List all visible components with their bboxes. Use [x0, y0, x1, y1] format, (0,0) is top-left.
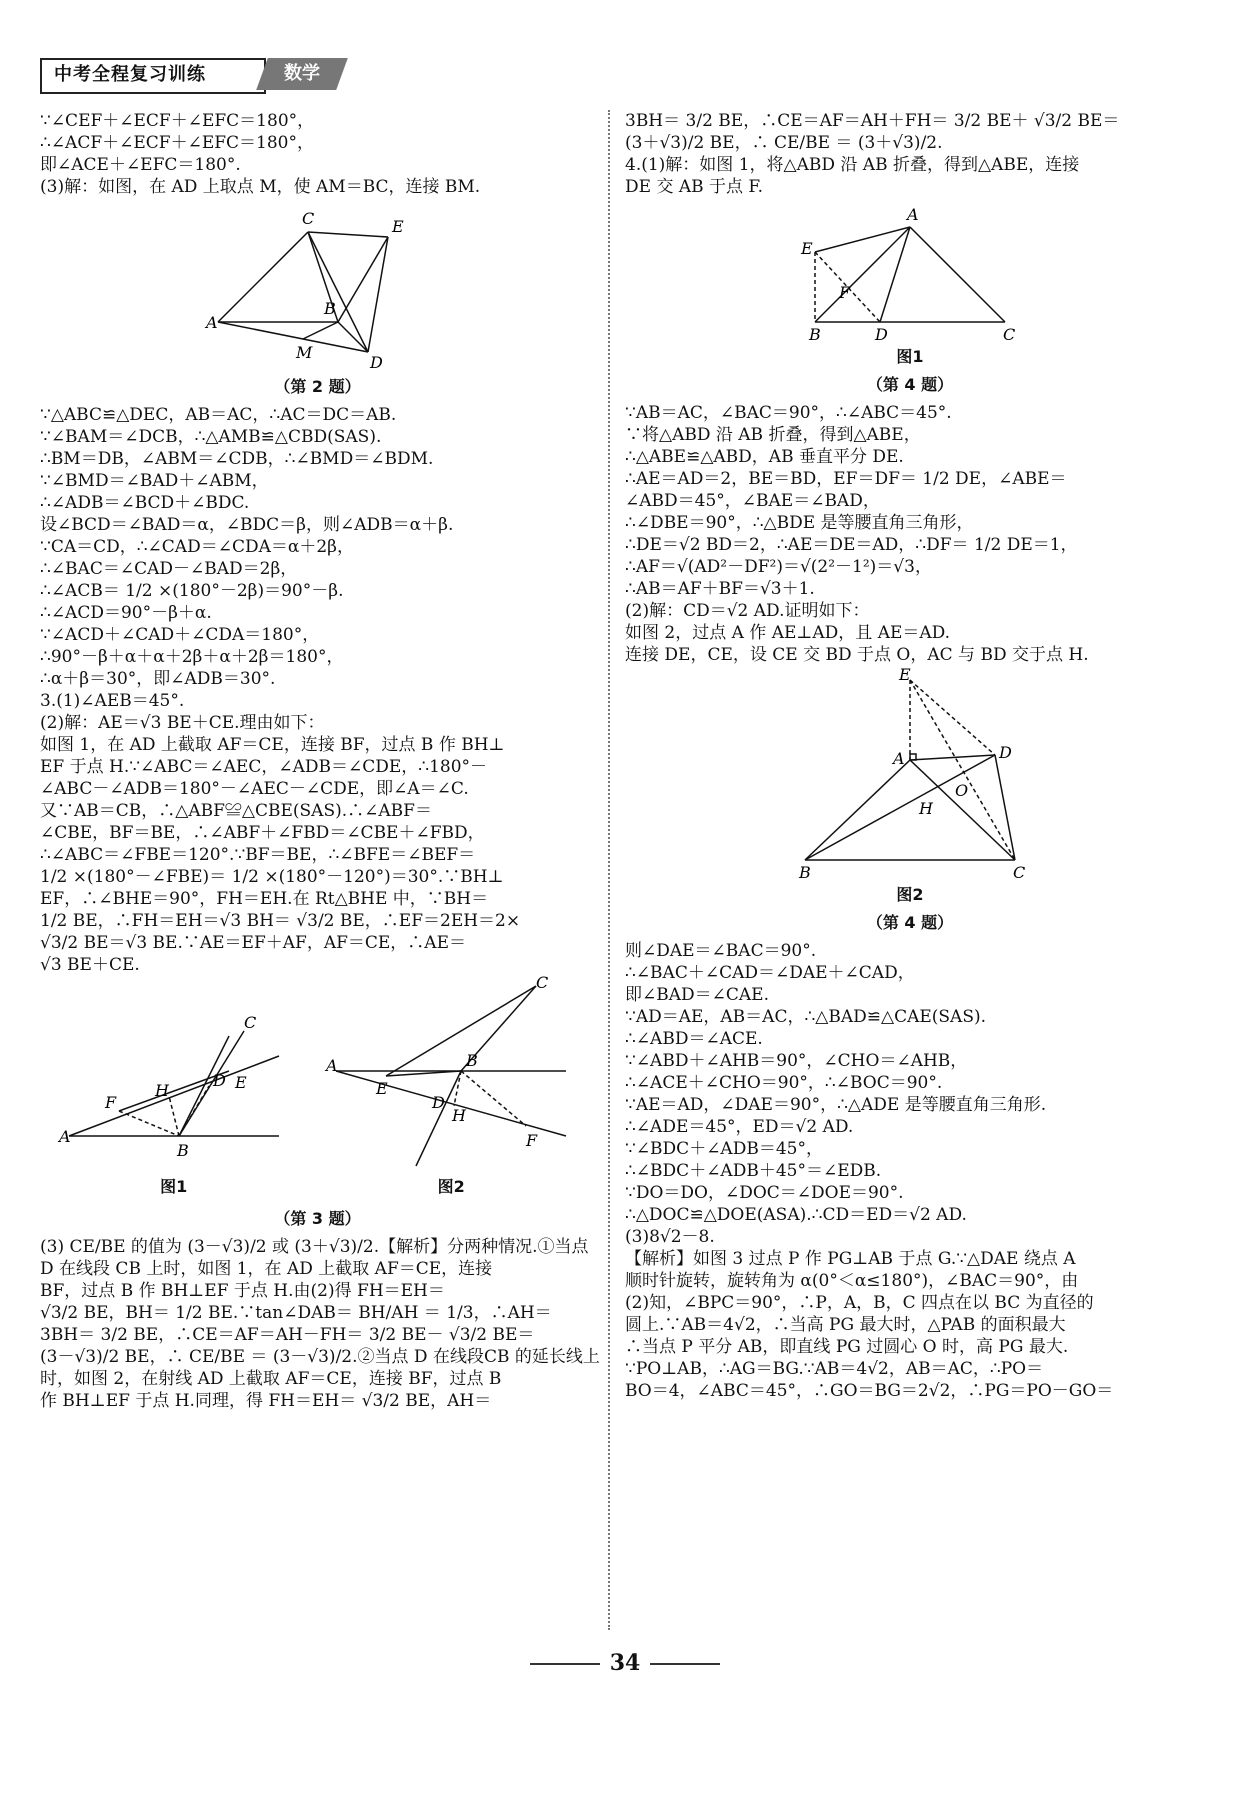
text-line: BO＝4，∠ABC＝45°，∴GO＝BG＝2√2，∴PG＝PO－GO＝	[625, 1381, 1114, 1401]
text-line: 则∠DAE＝∠BAC＝90°.	[625, 941, 817, 961]
text-line: ∵AB＝AC，∠BAC＝90°，∴∠ABC＝45°.	[625, 403, 952, 423]
text-line: ∴∠ACF＋∠ECF＋∠EFC＝180°，	[40, 133, 315, 153]
right-column	[625, 110, 1195, 1402]
text-line: ∴△DOC≌△DOE(ASA).∴CD＝ED＝√2 AD.	[625, 1205, 967, 1225]
text-line: ∴∠ADB＝∠BCD＋∠BDC.	[40, 493, 250, 513]
text-line: 3BH＝ 3/2 BE，∴CE＝AF＝AH＋FH＝ 3/2 BE＋ √3/2 BE＝	[625, 111, 1120, 131]
label-A: A	[907, 205, 919, 224]
text-line: 圆上.∵AB＝4√2，∴当高 PG 最大时，△PAB 的面积最大	[625, 1315, 1066, 1335]
text-line: DE 交 AB 于点 F.	[625, 177, 763, 197]
text-line: (3) CE/BE 的值为 (3－√3)/2 或 (3＋√3)/2.【解析】分两种情况.①当点	[40, 1237, 589, 1257]
label-E: E	[899, 665, 911, 684]
label-B: B	[809, 325, 821, 344]
text-line: BF，过点 B 作 BH⊥EF 于点 H.由(2)得 FH＝EH＝	[40, 1281, 445, 1301]
page-number: 34	[0, 1650, 1250, 1676]
figure-problem-2	[205, 202, 428, 372]
label-E: E	[234, 1073, 247, 1092]
figure-caption: （第 2 题）	[274, 377, 361, 396]
left-column	[40, 110, 600, 1412]
text-line: EF 于点 H.∵∠ABC＝∠AEC，∠ADB＝∠CDE，∴180°－	[40, 757, 488, 777]
label-A: A	[58, 1127, 71, 1146]
text-line: ∴∠BAC＝∠CAD－∠BAD＝2β，	[40, 559, 298, 579]
text-line: 1/2 BE，∴FH＝EH＝√3 BH＝ √3/2 BE，∴EF＝2EH＝2×	[40, 911, 521, 931]
text-line: ∴∠ABD＝∠ACE.	[625, 1029, 763, 1049]
label-D: D	[999, 743, 1012, 762]
text-line: ∴△ABE≌△ABD，AB 垂直平分 DE.	[625, 447, 904, 467]
label-H: H	[452, 1106, 467, 1125]
label-A: A	[205, 313, 218, 332]
text-line: ∴90°－β＋α＋α＋2β＋α＋2β＝180°，	[40, 647, 344, 667]
text-line: ∴∠ADE＝45°，ED＝√2 AD.	[625, 1117, 854, 1137]
text-line: EF，∴∠BHE＝90°，FH＝EH.在 Rt△BHE 中，∵BH＝	[40, 889, 489, 909]
text-line: ∴∠ACB＝ 1/2 ×(180°－2β)＝90°－β.	[40, 581, 344, 601]
text-line: ∴AF＝√(AD²－DF²)＝√(2²－1²)＝√3，	[625, 557, 932, 577]
solution-3-continued	[625, 110, 1195, 198]
figure-3-2	[326, 973, 576, 1204]
text-line: ∠ABC－∠ADB＝180°－∠AEC－∠CDE，即∠A＝∠C.	[40, 779, 469, 799]
text-line: (3)解：如图，在 AD 上取点 M，使 AM＝BC，连接 BM.	[40, 177, 481, 197]
text-line: ∵CA＝CD，∴∠CAD＝∠CDA＝α＋2β，	[40, 537, 354, 557]
solution-4-part-2-3	[625, 940, 1195, 1402]
text-line: 即∠ACE＋∠EFC＝180°.	[40, 155, 241, 175]
label-O: O	[955, 781, 969, 800]
text-line: (2)解：AE＝√3 BE＋CE.理由如下：	[40, 713, 325, 733]
label-A: A	[326, 1056, 338, 1075]
text-line: ∵将△ABD 沿 AB 折叠，得到△ABE，	[625, 425, 921, 445]
solution-3-part-3	[40, 1236, 600, 1412]
text-line: ∠CBE，BF＝BE，∴∠ABF＋∠FBD＝∠CBE＋∠FBD，	[40, 823, 485, 843]
text-line: 顺时针旋转，旋转角为 α(0°＜α≤180°)，∠BAC＝90°，由	[625, 1271, 1079, 1291]
text-line: ∵∠CEF＋∠ECF＋∠EFC＝180°，	[40, 111, 315, 131]
text-line: 即∠BAD＝∠CAE.	[625, 985, 769, 1005]
text-line: 时，如图 2，在射线 AD 上截取 AF＝CE，连接 BF，过点 B	[40, 1369, 502, 1389]
label-F: F	[839, 283, 851, 302]
ornament-left	[530, 1663, 600, 1665]
label-C: C	[301, 209, 314, 228]
text-line: ∵∠ACD＋∠CAD＋∠CDA＝180°，	[40, 625, 320, 645]
figure-caption: （第 4 题）	[866, 375, 954, 394]
label-D: D	[875, 325, 888, 344]
figure-sub-caption: 图1	[896, 347, 924, 366]
text-line: 【解析】如图 3 过点 P 作 PG⊥AB 于点 G.∵△DAE 绕点 A	[625, 1249, 1076, 1269]
text-line: ∵∠BAM＝∠DCB，∴△AMB≌△CBD(SAS).	[40, 427, 382, 447]
label-F: F	[526, 1131, 538, 1150]
solution-2-part-1	[40, 110, 595, 198]
label-B: B	[323, 299, 336, 318]
text-line: D 在线段 CB 上时，如图 1，在 AD 上截取 AF＝CE，连接	[40, 1259, 493, 1279]
text-line: ∴∠BAC＋∠CAD＝∠DAE＋∠CAD，	[625, 963, 915, 983]
book-title: 中考全程复习训练	[40, 58, 266, 94]
label-C: C	[1013, 863, 1026, 882]
label-D: D	[432, 1093, 446, 1112]
label-C: C	[1003, 325, 1016, 344]
label-H: H	[154, 1081, 169, 1100]
text-line: 设∠BCD＝∠BAD＝α，∠BDC＝β，则∠ADB＝α＋β.	[40, 515, 454, 535]
text-line: √3/2 BE＝√3 BE.∵AE＝EF＋AF，AF＝CE，∴AE＝	[40, 933, 466, 953]
text-line: (3＋√3)/2 BE，∴ CE/BE ＝ (3＋√3)/2.	[625, 133, 943, 153]
label-M: M	[295, 343, 312, 362]
label-E: E	[391, 217, 404, 236]
text-line: ∵∠BDC＋∠ADB＝45°，	[625, 1139, 823, 1159]
text-line: (3－√3)/2 BE，∴ CE/BE ＝ (3－√3)/2.②当点 D 在线段CB 的延长线上	[40, 1347, 600, 1367]
label-F: F	[104, 1093, 116, 1112]
figure-caption: （第 3 题）	[274, 1209, 361, 1228]
label-B: B	[176, 1141, 189, 1160]
text-line: ∵DO＝DO，∠DOC＝∠DOE＝90°.	[625, 1183, 904, 1203]
text-line: ∴∠BDC＋∠ADB＋45°＝∠EDB.	[625, 1161, 882, 1181]
text-line: ∵∠ABD＋∠AHB＝90°，∠CHO＝∠AHB，	[625, 1051, 968, 1071]
text-line: (2)解：CD＝√2 AD.证明如下：	[625, 601, 870, 621]
text-line: √3/2 BE，BH＝ 1/2 BE.∵tan∠DAB＝ BH/AH ＝ 1/3，∴AH＝	[40, 1303, 552, 1323]
solution-4-part-1-2	[625, 402, 1195, 666]
label-D: D	[212, 1071, 226, 1090]
text-line: ∴α＋β＝30°，即∠ADB＝30°.	[40, 669, 276, 689]
column-divider	[608, 110, 610, 1630]
label-D: D	[369, 353, 383, 372]
text-line: 连接 DE，CE，设 CE 交 BD 于点 O，AC 与 BD 交于点 H.	[625, 645, 1089, 665]
label-C: C	[243, 1013, 256, 1032]
text-line: ∵∠BMD＝∠BAD＋∠ABM，	[40, 471, 269, 491]
figure-sub-caption: 图2	[437, 1177, 465, 1196]
text-line: ∠ABD＝45°，∠BAE＝∠BAD，	[625, 491, 880, 511]
text-line: ∴DE＝√2 BD＝2，∴AE＝DE＝AD，∴DF＝ 1/2 DE＝1，	[625, 535, 1078, 555]
text-line: ∴∠ACD＝90°－β＋α.	[40, 603, 212, 623]
ornament-right	[650, 1663, 720, 1665]
text-line: 1/2 ×(180°－∠FBE)＝ 1/2 ×(180°－120°)＝30°.∵BH⊥	[40, 867, 504, 887]
subject-tab: 数学	[256, 58, 348, 90]
label-B: B	[799, 863, 811, 882]
text-line: ∵△ABC≌△DEC，AB＝AC，∴AC＝DC＝AB.	[40, 405, 397, 425]
solution-2-part-2	[40, 404, 595, 976]
text-line: ∴∠ABC＝∠FBE＝120°.∵BF＝BE，∴∠BFE＝∠BEF＝	[40, 845, 476, 865]
figure-caption: （第 4 题）	[866, 913, 954, 932]
label-C: C	[536, 973, 549, 992]
figure-sub-caption: 图2	[896, 885, 924, 904]
page-header	[40, 58, 360, 90]
text-line: 3.(1)∠AEB＝45°.	[40, 691, 185, 711]
text-line: ∵AD＝AE，AB＝AC，∴△BAD≌△CAE(SAS).	[625, 1007, 987, 1027]
text-line: 如图 1，在 AD 上截取 AF＝CE，连接 BF，过点 B 作 BH⊥	[40, 735, 505, 755]
text-line: 3BH＝ 3/2 BE，∴CE＝AF＝AH－FH＝ 3/2 BE－ √3/2 BE＝	[40, 1325, 535, 1345]
text-line: (3)8√2－8.	[625, 1227, 715, 1247]
figure-problem-4-1	[795, 202, 1025, 342]
text-line: 4.(1)解：如图 1，将△ABD 沿 AB 折叠，得到△ABE，连接	[625, 155, 1080, 175]
label-A: A	[893, 749, 905, 768]
figure-problem-4-2	[785, 665, 1035, 882]
text-line: ∴AE＝AD＝2，BE＝BD，EF＝DF＝ 1/2 DE，∠ABE＝	[625, 469, 1067, 489]
text-line: ∵PO⊥AB，∴AG＝BG.∵AB＝4√2，AB＝AC，∴PO＝	[625, 1359, 1044, 1379]
text-line: ∴BM＝DB，∠ABM＝∠CDB，∴∠BMD＝∠BDM.	[40, 449, 434, 469]
text-line: 又∵AB＝CB，∴△ABF≌△CBE(SAS).∴∠ABF＝	[40, 801, 432, 821]
text-line: 如图 2，过点 A 作 AE⊥AD，且 AE＝AD.	[625, 623, 951, 643]
text-line: ∵AE＝AD，∠DAE＝90°，∴△ADE 是等腰直角三角形.	[625, 1095, 1047, 1115]
figure-problem-3	[40, 973, 595, 1204]
text-line: ∴∠ACE＋∠CHO＝90°，∴∠BOC＝90°.	[625, 1073, 943, 1093]
text-line: √3 BE＋CE.	[40, 955, 140, 975]
text-line: 作 BH⊥EF 于点 H.同理，得 FH＝EH＝ √3/2 BE，AH＝	[40, 1391, 492, 1411]
text-line: (2)知，∠BPC＝90°，∴P，A，B，C 四点在以 BC 为直径的	[625, 1293, 1094, 1313]
figure-sub-caption: 图1	[160, 1177, 188, 1196]
figure-3-1	[58, 1013, 289, 1204]
text-line: ∴AB＝AF＋BF＝√3＋1.	[625, 579, 815, 599]
label-H: H	[919, 799, 933, 818]
label-E: E	[801, 239, 813, 258]
text-line: ∴当点 P 平分 AB，即直线 PG 过圆心 O 时，高 PG 最大.	[625, 1337, 1069, 1357]
text-line: ∴∠DBE＝90°，∴△BDE 是等腰直角三角形，	[625, 513, 974, 533]
label-E: E	[376, 1079, 388, 1098]
label-B: B	[466, 1051, 479, 1070]
